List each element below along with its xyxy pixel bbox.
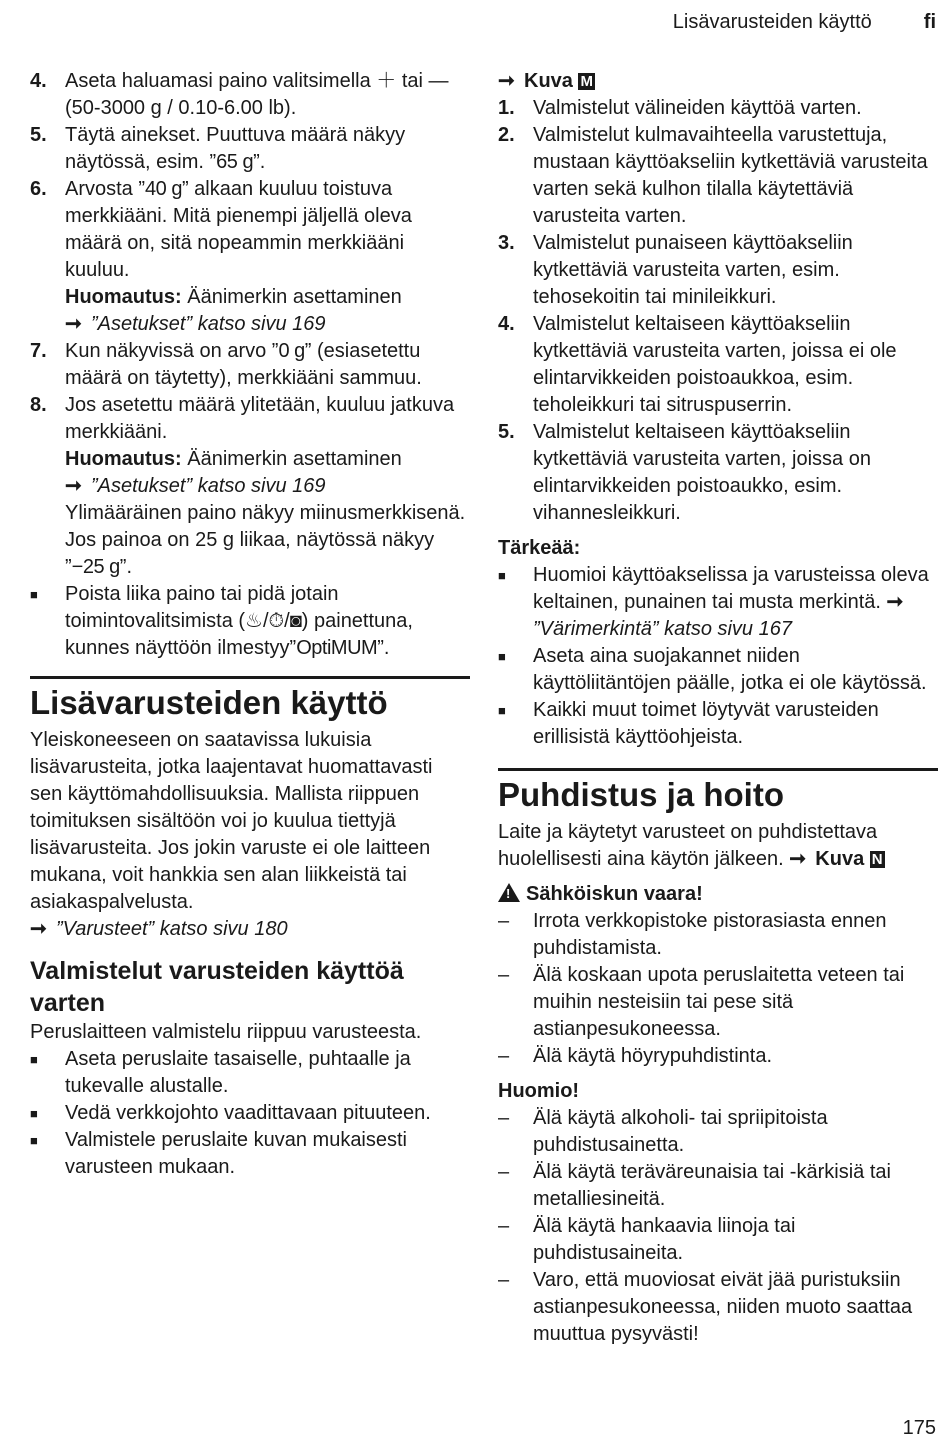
bullet-item — [30, 1046, 470, 1100]
display-value: 65 g — [216, 151, 254, 173]
step-text-part: ”. — [253, 151, 266, 173]
bullet-item — [30, 581, 470, 662]
section-divider — [30, 676, 470, 679]
dash-bullet: – — [498, 1269, 510, 1291]
dash-bullet: – — [498, 1107, 510, 1129]
prep-step-2 — [498, 122, 938, 230]
left-column — [30, 68, 470, 1181]
section-paragraph — [498, 819, 938, 873]
step-6 — [30, 176, 470, 338]
prep-step-4 — [498, 311, 938, 419]
figure-letter-badge: N — [871, 851, 883, 868]
step-5 — [30, 122, 470, 176]
display-value: OptiMUM — [296, 637, 378, 659]
page-header — [673, 9, 936, 36]
right-column — [498, 68, 938, 1348]
bullet-item — [30, 1100, 470, 1127]
notice-text: Älä käytä alkoholi- tai spriipitoista puhdistusainetta. — [533, 1107, 828, 1156]
step-text-part: ” alkaan kuuluu toistuva merkkiääni. Mitä pienempi jäljellä oleva määrä on, sitä nopeammin merkkiääni kuuluu. — [65, 178, 412, 281]
cross-reference-link[interactable]: ”Värimerkintä” katso sivu 167 — [533, 618, 792, 640]
notice-label: Huomio! — [498, 1080, 580, 1102]
important-label: Tärkeää: — [498, 537, 581, 559]
cross-reference-link[interactable]: ”Asetukset” katso sivu 169 — [91, 313, 326, 335]
dash-bullet: – — [498, 1161, 510, 1183]
bullet-text: Vedä verkkojohto vaadittavaan pituuteen. — [65, 1102, 431, 1124]
step-4 — [30, 68, 470, 122]
prep-step-3 — [498, 230, 938, 311]
cross-reference-link[interactable]: ”Varusteet” katso sivu 180 — [56, 918, 288, 940]
notice-item — [498, 1105, 938, 1159]
dash-bullet: – — [498, 1045, 510, 1067]
step-number: 4. — [30, 70, 47, 92]
header-title: Lisävarusteiden käyttö — [672, 11, 872, 33]
dash-bullet: – — [498, 910, 510, 932]
cross-reference-link[interactable]: ”Asetukset” katso sivu 169 — [91, 475, 326, 497]
warning-triangle-icon — [498, 883, 520, 902]
bullet-text: Aseta peruslaite tasaiselle, puhtaalle ja tukevalle alustalle. — [65, 1048, 411, 1097]
step-text: Valmistelut punaiseen käyttöakseliin kytkettäviä varusteita varten, esim. tehosekoitin tai minileikkuri. — [533, 232, 853, 308]
notice-item — [498, 1159, 938, 1213]
bullet-text — [65, 581, 470, 662]
bullet-text-part: Huomioi käyttöakselissa ja varusteissa oleva keltainen, punainen tai musta merkintä. — [533, 564, 929, 613]
note-text: Äänimerkin asettaminen — [181, 286, 402, 308]
section-divider — [498, 768, 938, 771]
step-text: Valmistelut keltaiseen käyttöakseliin kytkettäviä varusteita varten, joissa ei ole elintarvikkeiden poistoaukkoa, esim. teholeikkuri tai sitruspuserrin. — [533, 313, 897, 416]
bullet-text-part: ) painettuna, kunnes näyttöön ilmestyy” — [65, 610, 413, 659]
figure-reference — [498, 68, 938, 95]
figure-label: Kuva — [815, 848, 865, 870]
subsection-title: Valmistelut varusteiden käyttöä varten — [30, 957, 404, 1017]
bullet-item — [498, 643, 938, 697]
warning-item — [498, 1043, 938, 1070]
arrow-right-icon: ➞ — [65, 475, 82, 497]
display-value: 0 g — [278, 340, 305, 362]
note-text: Äänimerkin asettaminen — [181, 448, 402, 470]
section-paragraph — [30, 727, 470, 943]
notice-text: Älä käytä hankaavia liinoja tai puhdistusaineita. — [533, 1215, 796, 1264]
note-label: Huomautus: — [65, 286, 182, 308]
function-selector-icons: ♨/⏱/◙ — [245, 610, 302, 632]
step-text-part: ”. — [119, 556, 132, 578]
step-text — [65, 338, 470, 392]
step-text: Aseta haluamasi paino valitsimella ＋ tai — (50-3000 g / 0.10-6.00 lb). — [65, 70, 449, 119]
step-7 — [30, 338, 470, 392]
step-number: 5. — [30, 124, 47, 146]
square-bullet-icon: ■ — [498, 649, 506, 664]
step-text-part: Ylimääräinen paino näkyy miinusmerkkisenä. Jos painoa on 25 g liikaa, näytössä näkyy ” — [65, 502, 466, 578]
paragraph-text: Yleiskoneeseen on saatavissa lukuisia lisävarusteita, jotka laajentavat huomattavasti sen käyttömahdollisuuksia. Mallista riippuen toimituksen sisältöön voi jo kuulua tiettyjä lisävarusteita. Jos jokin varuste ei ole laitteen mukana, voit hankkia sen alan liikkeistä tai asiakaspalvelusta. — [30, 729, 433, 913]
arrow-right-icon: ➞ — [30, 918, 47, 940]
step-text-part: Kun näkyvissä on arvo ” — [65, 340, 279, 362]
step-text — [65, 392, 470, 581]
step-number: 7. — [30, 340, 47, 362]
bullet-text-part: ”. — [377, 637, 390, 659]
step-text: Valmistelut keltaiseen käyttöakseliin kytkettäviä varusteita varten, joissa on elintarvikkeiden poistoaukko, esim. vihannesleikkuri. — [533, 421, 871, 524]
step-number: 5. — [498, 421, 515, 443]
square-bullet-icon: ■ — [30, 1133, 38, 1148]
step-text — [65, 122, 470, 176]
dash-bullet: – — [498, 1215, 510, 1237]
bullet-text — [533, 562, 938, 643]
warning-text: Irrota verkkopistoke pistorasiasta ennen puhdistamista. — [533, 910, 887, 959]
step-text-part: Täytä ainekset. Puuttuva määrä näkyy näytössä, esim. ” — [65, 124, 406, 173]
page-number: 175 — [902, 1417, 936, 1439]
step-number: 3. — [498, 232, 515, 254]
paragraph-text: Laite ja käytetyt varusteet on puhdistettava huolellisesti aina käytön jälkeen. — [498, 821, 878, 870]
square-bullet-icon: ■ — [30, 1106, 38, 1121]
step-text — [65, 176, 470, 338]
note-label: Huomautus: — [65, 448, 182, 470]
subsection-paragraph: Peruslaitteen valmistelu riippuu varusteesta. — [30, 1021, 422, 1043]
arrow-right-icon: ➞ — [886, 591, 904, 613]
notice-text: Älä käytä teräväreunaisia tai -kärkisiä tai metalliesineitä. — [533, 1161, 891, 1210]
notice-text: Varo, että muoviosat eivät jää puristuksiin astianpesukoneessa, niiden muoto saattaa muuttua pysyvästi! — [533, 1269, 913, 1345]
square-bullet-icon: ■ — [498, 703, 506, 718]
warning-item — [498, 962, 938, 1043]
arrow-right-icon: ➞ — [498, 70, 515, 92]
warning-text: Älä koskaan upota peruslaitetta veteen tai muihin nesteisiin tai pese sitä astianpesukoneessa. — [533, 964, 905, 1040]
figure-label: Kuva — [524, 70, 573, 92]
bullet-item — [498, 697, 938, 751]
warning-label: Sähköiskun vaara! — [526, 883, 703, 905]
step-number: 4. — [498, 313, 515, 335]
step-text: Valmistelut kulmavaihteella varustettuja, mustaan käyttöakseliin kytkettäviä varusteita varten sekä kulhon tilalla käytettäviä varusteita varten. — [533, 124, 928, 227]
square-bullet-icon: ■ — [30, 587, 38, 602]
display-value: 40 g — [145, 178, 182, 200]
bullet-text: Aseta aina suojakannet niiden käyttöliitäntöjen päälle, jotka ei ole käytössä. — [533, 645, 927, 694]
square-bullet-icon: ■ — [498, 568, 506, 583]
bullet-item — [498, 562, 938, 643]
step-number: 2. — [498, 124, 515, 146]
step-number: 6. — [30, 178, 47, 200]
display-value: −25 g — [71, 556, 120, 578]
dash-bullet: – — [498, 964, 510, 986]
language-code: fi — [923, 11, 936, 33]
step-text-part: ” (esiasetettu määrä on täytetty), merkkiääni sammuu. — [65, 340, 422, 389]
arrow-right-icon: ➞ — [789, 848, 807, 870]
bullet-text-part: Poista liika paino tai pidä jotain toimintovalitsimista ( — [65, 583, 339, 632]
step-8 — [30, 392, 470, 581]
step-number: 8. — [30, 394, 47, 416]
step-text: Valmistelut välineiden käyttöä varten. — [533, 97, 862, 119]
prep-step-5 — [498, 419, 938, 527]
square-bullet-icon: ■ — [30, 1052, 38, 1067]
step-text-part: Jos asetettu määrä ylitetään, kuuluu jatkuva merkkiääni. — [65, 394, 455, 443]
step-number: 1. — [498, 97, 515, 119]
figure-letter-badge: M — [580, 73, 593, 90]
warning-text: Älä käytä höyrypuhdistinta. — [533, 1045, 773, 1067]
warning-item — [498, 908, 938, 962]
notice-item — [498, 1213, 938, 1267]
prep-step-1 — [498, 95, 938, 122]
step-text-part: Arvosta ” — [65, 178, 146, 200]
bullet-text: Kaikki muut toimet löytyvät varusteiden erillisistä käyttöohjeista. — [533, 699, 879, 748]
notice-item — [498, 1267, 938, 1348]
bullet-text: Valmistele peruslaite kuvan mukaisesti varusteen mukaan. — [65, 1129, 408, 1178]
arrow-right-icon: ➞ — [65, 313, 82, 335]
warning-heading — [498, 881, 938, 908]
bullet-item — [30, 1127, 470, 1181]
section-title: Lisävarusteiden käyttö — [30, 684, 388, 721]
section-title: Puhdistus ja hoito — [498, 776, 784, 813]
